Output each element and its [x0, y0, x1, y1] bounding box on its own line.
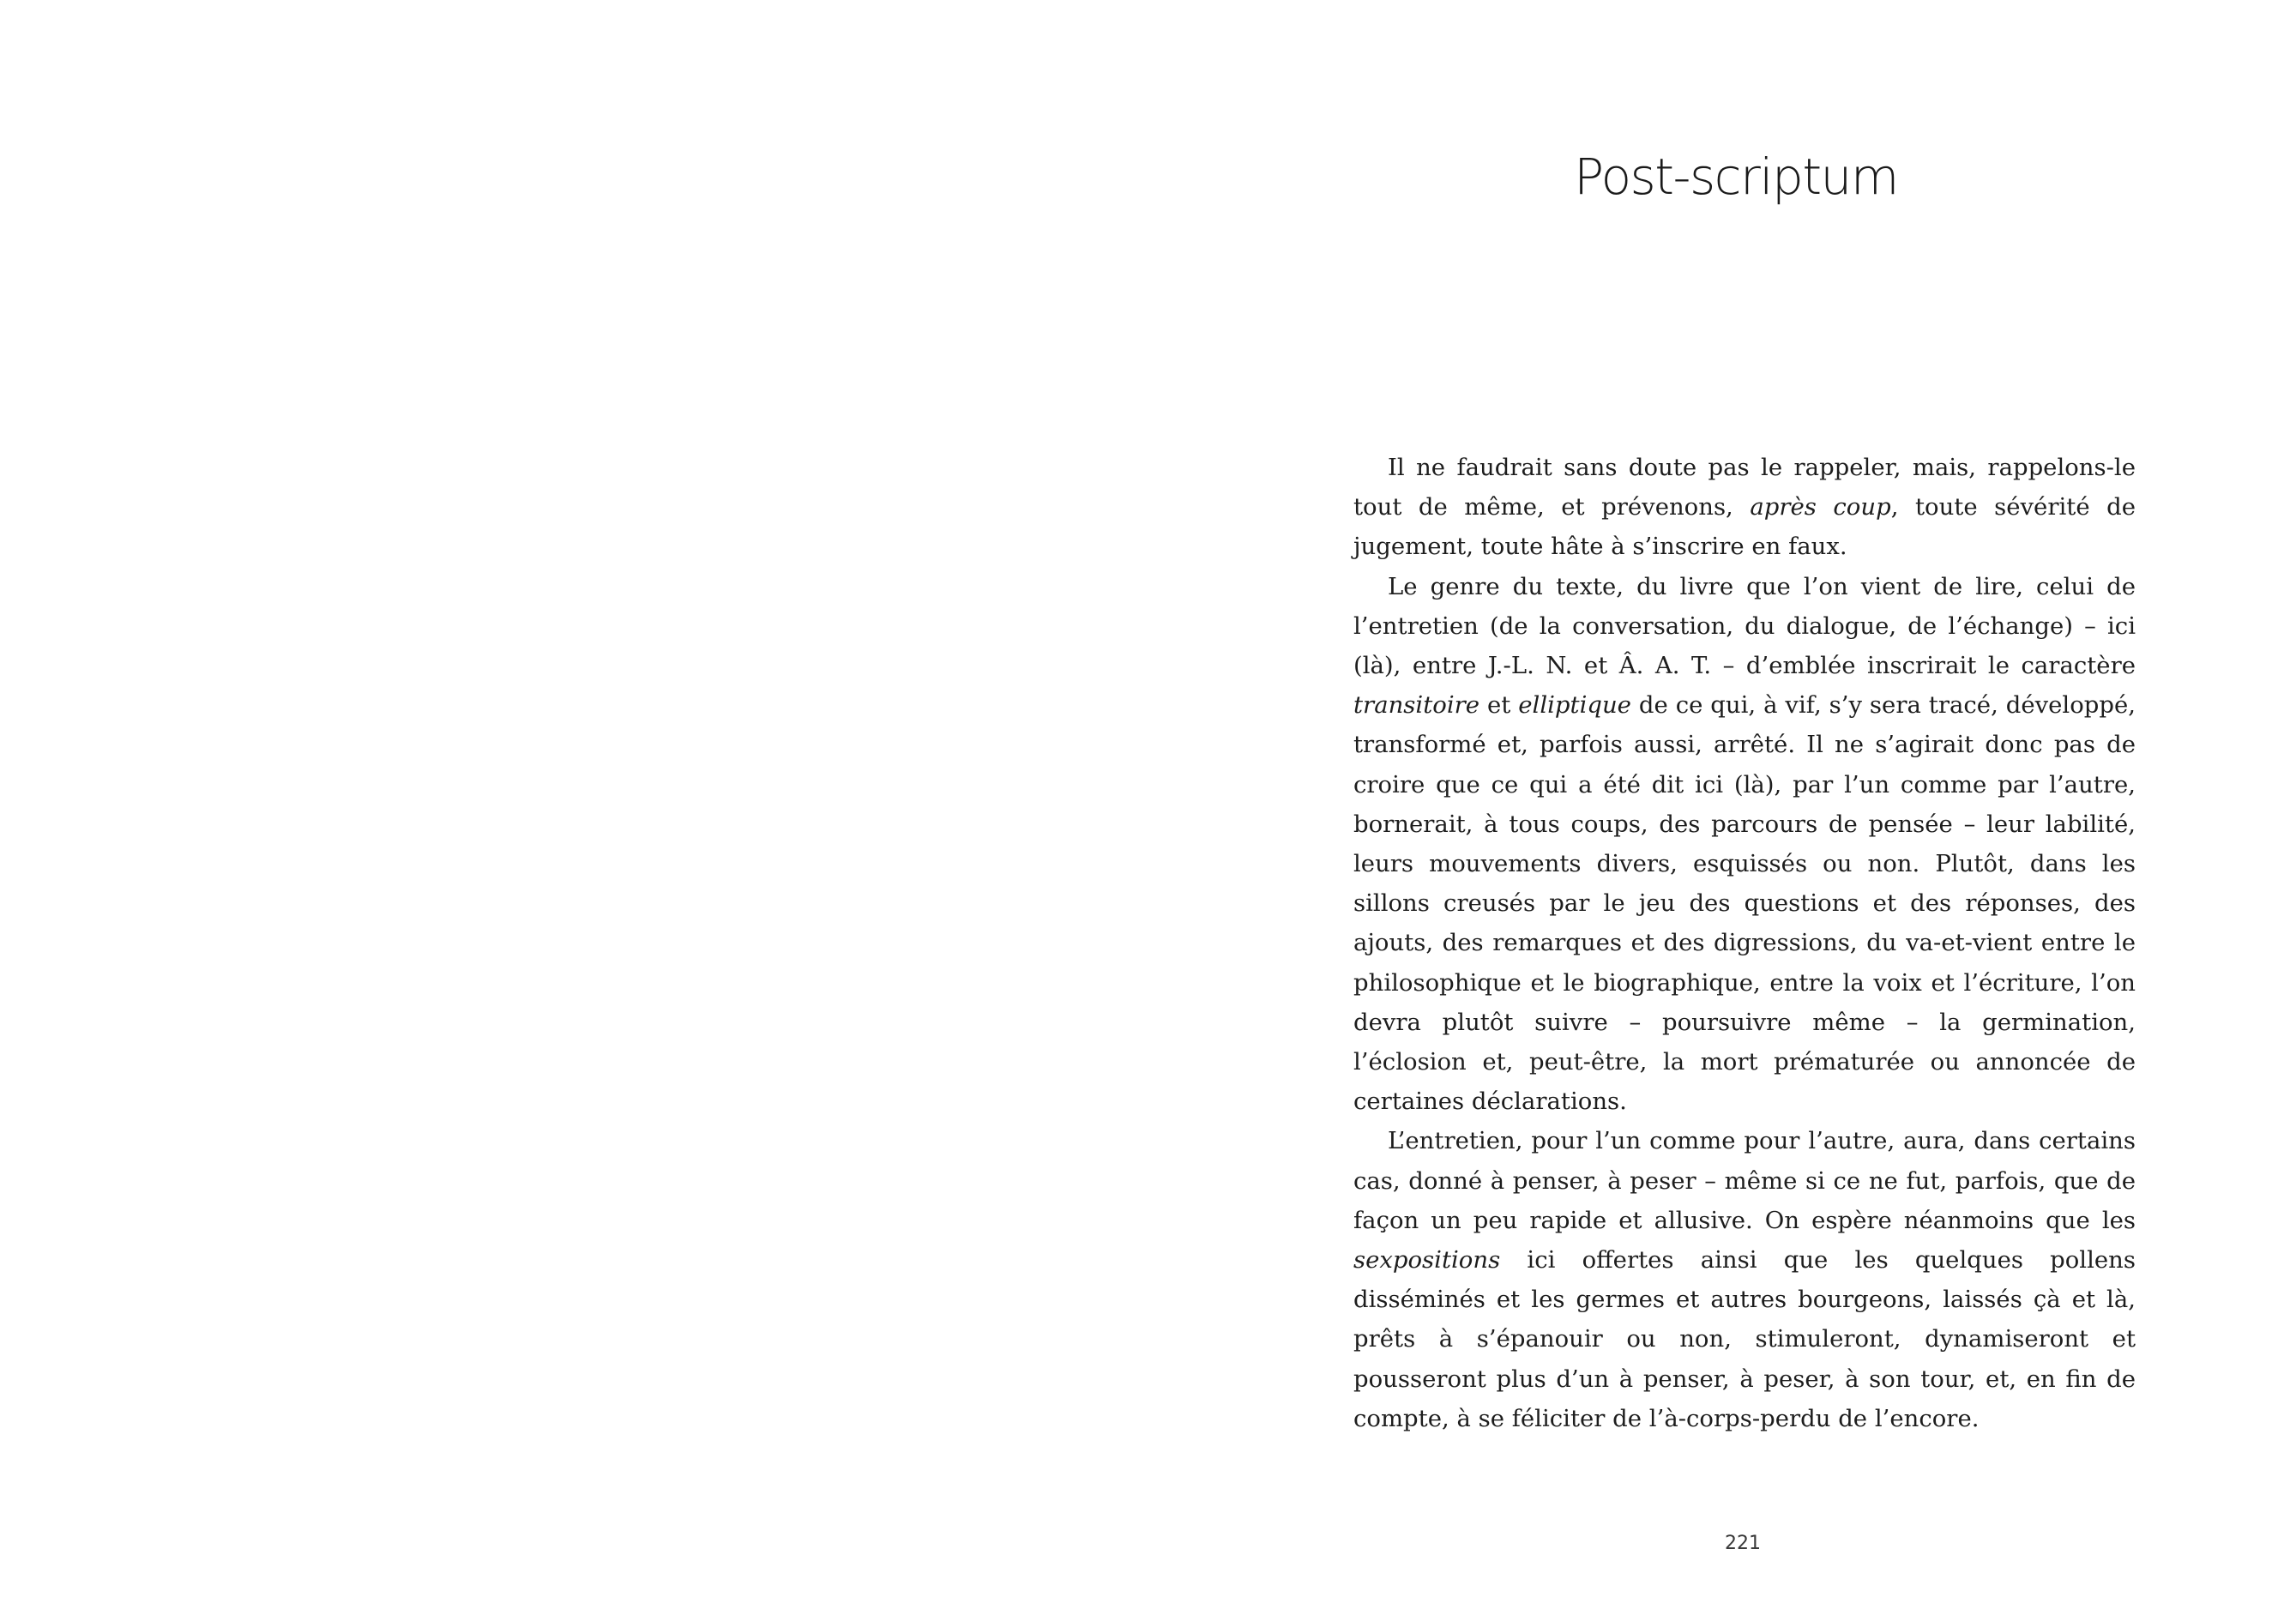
paragraph-1: Il ne faudrait sans doute pas le rappeler, mais, rappelons-le tout de même, et prévenons, après coup, toute sévérité de jugement, toute hâte à s’inscrire en faux. [1353, 454, 2136, 561]
italic-term: sexpositions [1353, 1246, 1501, 1275]
italic-term: elliptique [1518, 691, 1631, 720]
paragraph-3: L’entretien, pour l’un comme pour l’autre, aura, dans certains cas, donné à penser, à peser – même si ce ne fut, parfois, que de façon un peu rapide et allusive. On espère néanmoins que les sexpositions ici offertes ainsi que les quelques pollens disséminés et les germes et autres bourgeons, laissés çà et là, prêts à s’épanouir ou non, stimuleront, dynamiseront et pousseront plus d’un à penser, à peser, à son tour, et, en fin de compte, à se féliciter de l’à-corps-perdu de l’encore. [1353, 1127, 2136, 1432]
page-number: 221 [1725, 1533, 1761, 1554]
body-text [1353, 448, 2136, 1438]
paragraph-2: Le genre du texte, du livre que l’on vient de lire, celui de l’entretien (de la conversation, du dialogue, de l’échange) – ici (là), entre J.-L. N. et Â. A. T. – d’emblée inscrirait le caractère transitoire et elliptique de ce qui, à vif, s’y sera tracé, développé, transformé et, parfois aussi, arrêté. Il ne s’agirait donc pas de croire que ce qui a été dit ici (là), par l’un comme par l’autre, bornerait, à tous coups, des parcours de pensée – leur labilité, leurs mouvements divers, esquissés ou non. Plutôt, dans les sillons creusés par le jeu des questions et des réponses, des ajouts, des remarques et des digressions, du va-et-vient entre le philosophique et le biographique, entre la voix et l’écriture, l’on devra plutôt suivre – poursuivre même – la germination, l’éclosion et, peut-être, la mort prématurée ou annoncée de certaines déclarations. [1353, 572, 2136, 1116]
chapter-title: Post-scriptum [1574, 148, 1898, 206]
italic-term: transitoire [1353, 691, 1480, 720]
italic-term: après coup [1750, 493, 1891, 521]
